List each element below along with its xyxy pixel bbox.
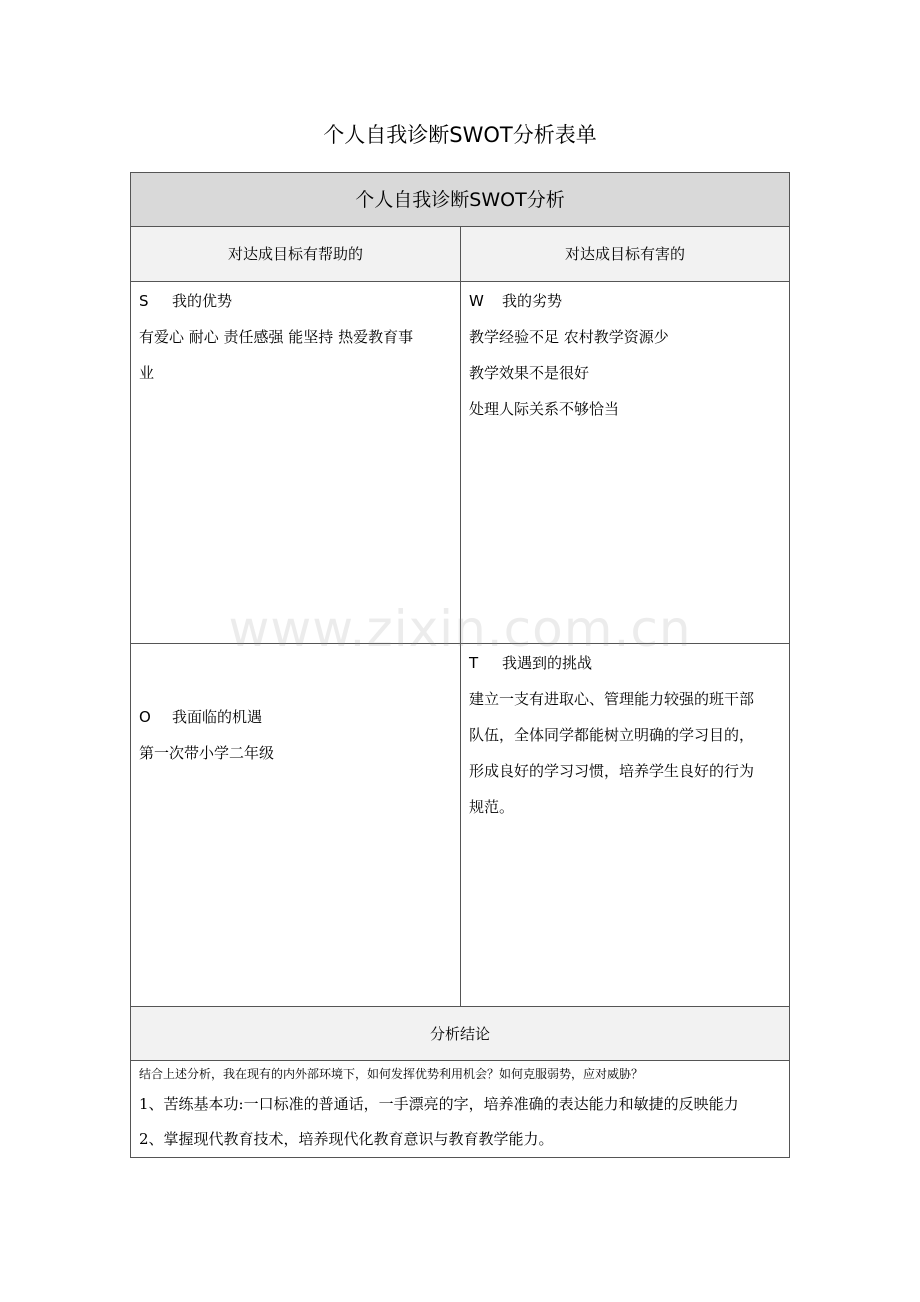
opportunities-line: 第一次带小学二年级 xyxy=(139,744,275,762)
weaknesses-heading xyxy=(469,283,781,319)
conclusion-body xyxy=(131,1061,789,1157)
column-header-helpful: 对达成目标有帮助的 xyxy=(131,227,461,282)
weaknesses-line: 教学经验不足 农村教学资源少 xyxy=(469,328,669,346)
weaknesses-letter: W xyxy=(469,292,484,310)
strengths-cell xyxy=(131,282,461,644)
opportunities-heading xyxy=(139,699,452,735)
threats-line: 形成良好的学习习惯，培养学生良好的行为 xyxy=(469,762,755,780)
table-header: 个人自我诊断SWOT分析 xyxy=(131,173,789,227)
strengths-line: 有爱心 耐心 责任感强 能坚持 热爱教育事 xyxy=(139,328,414,346)
conclusion-item: 1、苦练基本功:一口标准的普通话，一手漂亮的字，培养准确的表达能力和敏捷的反映能力 xyxy=(139,1095,739,1113)
weaknesses-cell xyxy=(461,282,789,644)
watermark: www.zixin.com.cn xyxy=(228,600,692,658)
column-header-harmful: 对达成目标有害的 xyxy=(461,227,789,282)
strengths-letter: S xyxy=(139,292,149,310)
conclusion-heading: 分析结论 xyxy=(131,1007,789,1061)
threats-cell xyxy=(461,644,789,1007)
threats-line: 队伍，全体同学都能树立明确的学习目的， xyxy=(469,726,755,744)
conclusion-question: 结合上述分析，我在现有的内外部环境下，如何发挥优势利用机会？如何克服弱势，应对威胁？ xyxy=(139,1067,644,1081)
opportunities-cell xyxy=(131,644,461,1007)
document-title: 个人自我诊断SWOT分析表单 xyxy=(323,123,597,147)
threats-letter: T xyxy=(469,654,479,672)
opportunities-letter: O xyxy=(139,708,151,726)
threats-heading xyxy=(469,645,781,681)
swot-table xyxy=(130,172,790,1158)
strengths-title: 我的优势 xyxy=(172,292,233,310)
threats-line: 建立一支有进取心、管理能力较强的班干部 xyxy=(469,690,755,708)
weaknesses-title: 我的劣势 xyxy=(502,292,563,310)
strengths-line: 业 xyxy=(139,364,155,382)
weaknesses-line: 处理人际关系不够恰当 xyxy=(469,400,620,418)
threats-line: 规范。 xyxy=(469,798,515,816)
conclusion-item: 2、掌握现代教育技术，培养现代化教育意识与教育教学能力。 xyxy=(139,1130,554,1148)
weaknesses-line: 教学效果不是很好 xyxy=(469,364,590,382)
opportunities-title: 我面临的机遇 xyxy=(172,708,263,726)
strengths-heading xyxy=(139,283,452,319)
threats-title: 我遇到的挑战 xyxy=(502,654,593,672)
